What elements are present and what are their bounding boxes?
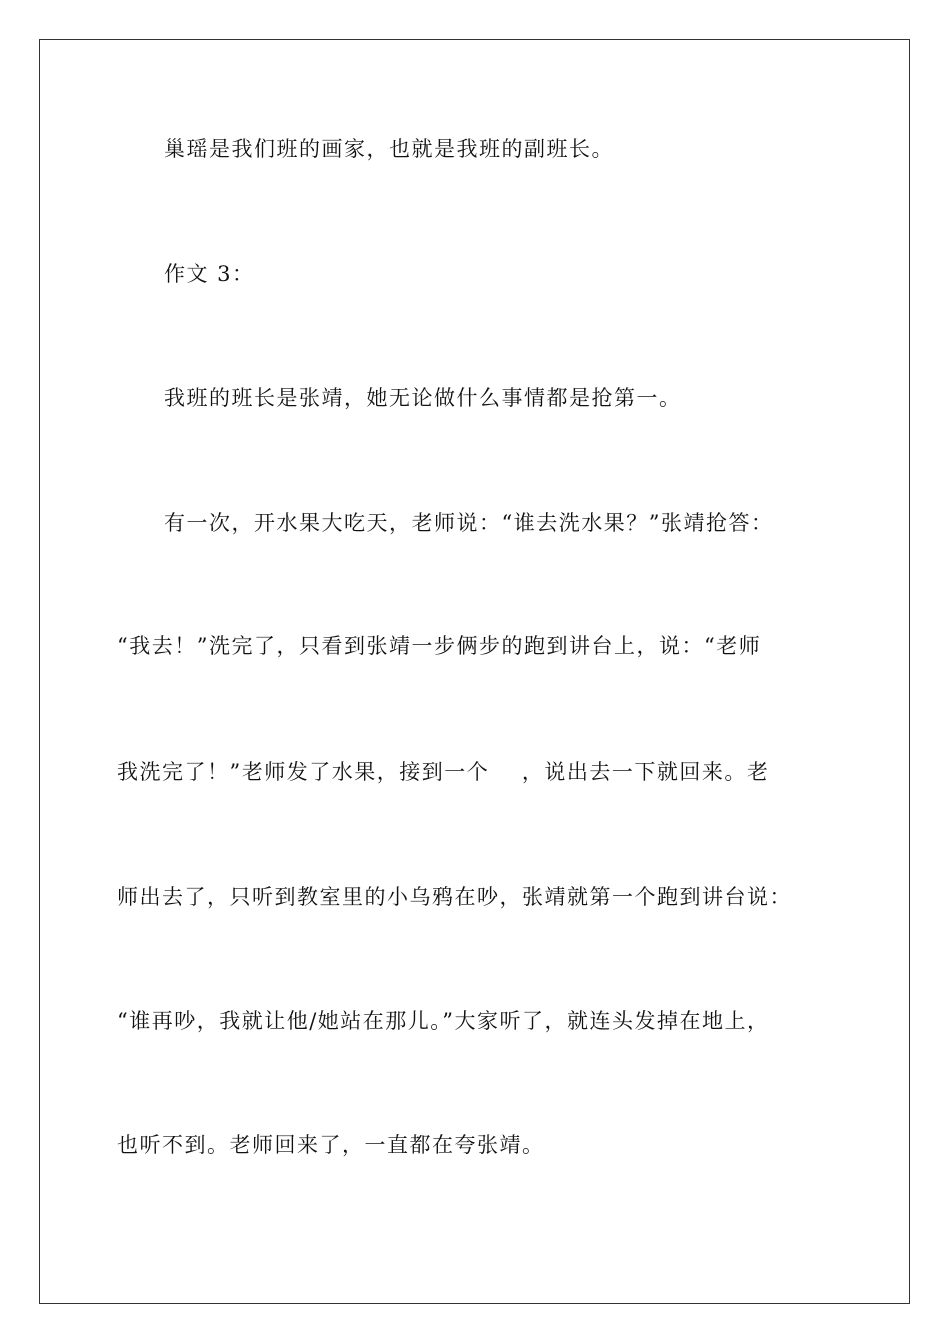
text-line-2: 作文 3： [164, 262, 255, 286]
text-line-6: 我洗完了！”老师发了水果，接到一个 ，说出去一下就回来。老 [117, 760, 770, 784]
text-line-8: “谁再吵，我就让他/她站在那儿。”大家听了，就连头发掉在地上， [117, 1009, 770, 1033]
text-line-9: 也听不到。老师回来了，一直都在夸张靖。 [117, 1133, 545, 1157]
text-line-4: 有一次，开水果大吃天，老师说：“谁去洗水果？”张靖抢答： [164, 511, 774, 535]
text-line-1: 巢瑶是我们班的画家，也就是我班的副班长。 [164, 137, 614, 161]
text-line-5: “我去！”洗完了，只看到张靖一步俩步的跑到讲台上，说：“老师 [117, 634, 762, 658]
text-line-7: 师出去了，只听到教室里的小乌鸦在吵，张靖就第一个跑到讲台说： [117, 885, 792, 909]
text-line-3: 我班的班长是张靖，她无论做什么事情都是抢第一。 [164, 386, 682, 410]
page-border [39, 39, 910, 1304]
